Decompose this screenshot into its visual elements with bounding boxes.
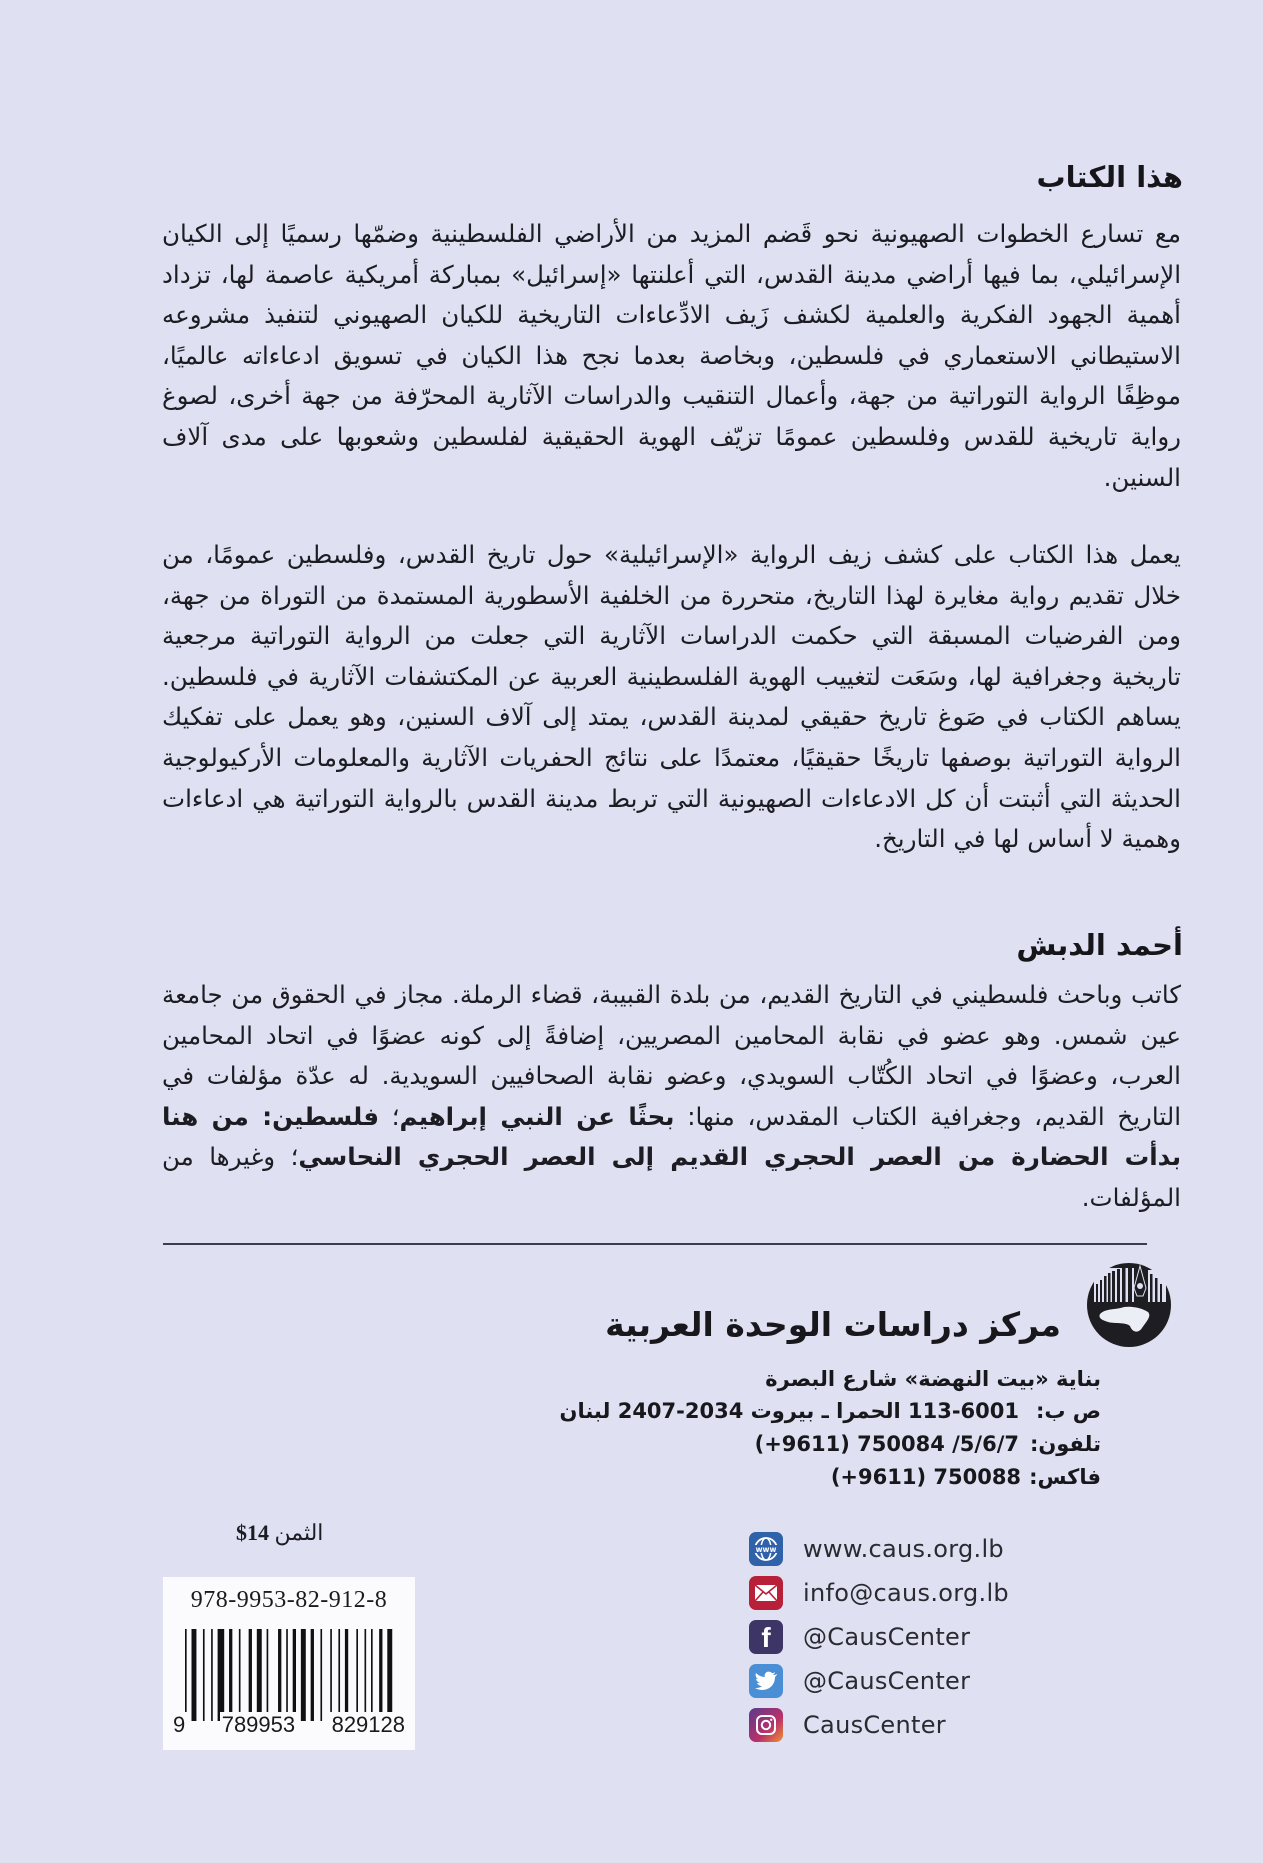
isbn-text: 978-9953-82-912-8 xyxy=(190,1587,388,1613)
price-label: الثمن xyxy=(274,1520,324,1545)
barcode-bar xyxy=(267,1629,269,1721)
contact-text[interactable]: CausCenter xyxy=(803,1711,946,1739)
barcode-bar xyxy=(257,1629,262,1721)
horizontal-divider xyxy=(163,1243,1147,1245)
instagram-icon xyxy=(749,1708,783,1742)
barcode-bar xyxy=(239,1629,241,1721)
contact-text[interactable]: @CausCenter xyxy=(803,1667,971,1695)
contact-email[interactable] xyxy=(749,1571,1009,1615)
barcode-bar xyxy=(278,1629,281,1721)
barcode-bar xyxy=(320,1629,322,1721)
isbn-barcode xyxy=(163,1577,415,1750)
twitter-icon xyxy=(749,1664,783,1698)
about-book-paragraph-1: مع تسارع الخطوات الصهيونية نحو قَضم المزيد من الأراضي الفلسطينية وضمّها رسميًا إلى الكيان الإسرائيلي، بما فيها أراضي مدينة القدس، التي أعلنتها «إسرائيل» بمباركة أمريكية عاصمة لها، تزداد أهمية الجهود الفكرية والعلمية لكشف زَيف الادِّعاءات التاريخية للكيان الصهيوني لتنفيذ مشروعه الاستيطاني الاستعماري في فلسطين، وبخاصة بعدما نجح هذا الكيان في تسويق ادعاءاته عالميًا، موظِفًا الرواية التوراتية من جهة، وأعمال التنقيب والدراسات الآثارية المحرّفة من جهة أخرى، لصوغ رواية تاريخية للقدس وفلسطين عمومًا تزيّف الهوية الحقيقية لفلسطين وشعوبها على مدى آلاف السنين. xyxy=(162,219,1181,492)
contact-instagram[interactable] xyxy=(749,1703,1009,1747)
isbn-digits xyxy=(171,1712,407,1738)
barcode-bar xyxy=(286,1629,288,1721)
barcode-bar xyxy=(379,1629,382,1721)
contact-facebook[interactable] xyxy=(749,1615,1009,1659)
author-bio-outro: ؛ وغيرها من المؤلفات. xyxy=(162,1142,1181,1212)
barcode-bar xyxy=(203,1629,205,1721)
barcode-bar xyxy=(249,1629,252,1721)
contact-list xyxy=(749,1527,1009,1747)
barcode-bar xyxy=(218,1629,225,1721)
author-bio-intro: كاتب وباحث فلسطيني في التاريخ القديم، من بلدة القبيبة، قضاء الرملة. مجاز في الحقوق من جامعة عين شمس. وهو عضو في نقابة المحامين المصريين، إضافةً إلى كونه عضوًا في اتحاد المحامين العرب، وعضوًا في اتحاد الكُتّاب السويدي، وعضو نقابة الصحافيين السويدية. له عدّة مؤلفات في التاريخ القديم، وجغرافية الكتاب المقدس، منها: xyxy=(162,980,1181,1131)
po-box-label: ص ب: xyxy=(1035,1399,1101,1423)
author-works-separator: ؛ xyxy=(378,1101,400,1131)
phone-label: تلفون: xyxy=(1029,1432,1101,1456)
publisher-name: مركز دراسات الوحدة العربية xyxy=(605,1305,1061,1344)
author-work-2: فلسطين: من هنا بدأت الحضارة من العصر الحجري القديم إلى العصر الحجري النحاسي xyxy=(162,1101,1182,1172)
barcode-bar xyxy=(338,1629,340,1721)
barcode-bar xyxy=(371,1629,373,1721)
price xyxy=(236,1520,323,1546)
publisher-phone xyxy=(755,1432,1101,1456)
publisher-fax xyxy=(831,1465,1101,1489)
isbn-group-right: 829128 xyxy=(331,1712,405,1737)
contact-text[interactable]: www.caus.org.lb xyxy=(803,1535,1004,1563)
price-value: $14 xyxy=(236,1520,269,1545)
caus-logo-icon xyxy=(1086,1262,1172,1348)
phone-value: (+9611) 750084 /5/6/7 xyxy=(754,1432,1019,1456)
globe-www-icon xyxy=(749,1532,783,1566)
publisher-address: بناية «بيت النهضة» شارع البصرة xyxy=(765,1367,1101,1391)
author-bio xyxy=(162,975,1181,1219)
author-name-heading: أحمد الدبش xyxy=(1016,928,1183,962)
isbn-digit-first: 9 xyxy=(173,1712,186,1737)
envelope-icon xyxy=(749,1576,783,1610)
barcode-bar xyxy=(356,1629,358,1721)
facebook-icon: f xyxy=(749,1620,783,1654)
fax-value: (+9611) 750088 xyxy=(830,1465,1022,1489)
publisher-po-box xyxy=(560,1399,1101,1423)
barcode-bar xyxy=(311,1629,314,1721)
about-book-paragraph-2: يعمل هذا الكتاب على كشف زيف الرواية «الإسرائيلية» حول تاريخ القدس، وفلسطين عمومًا، من خلال تقديم رواية مغايرة لهذا التاريخ، متحررة من الخلفية الأسطورية المستمدة من التوراة من جهة، ومن الفرضيات المسبقة التي حكمت الدراسات الآثارية التي جعلت من الرواية التوراتية مرجعية تاريخية وجغرافية لها، وسَعَت لتغييب الهوية الفلسطينية العربية عن المكتشفات الآثارية في فلسطين. يساهم الكتاب في صَوغ تاريخ حقيقي لمدينة القدس، يمتد إلى آلاف السنين، وهو يعمل على تفكيك الرواية التوراتية بوصفها تاريخًا حقيقيًا، معتمدًا على نتائج الحفريات الآثارية والمعلومات الأركيولوجية الحديثة التي أثبتت أن كل الادعاءات الصهيونية التي تربط مدينة القدس بالرواية التوراتية هي ادعاءات وهمية لا أساس لها في التاريخ. xyxy=(162,540,1181,854)
barcode-bar xyxy=(345,1629,348,1721)
barcode-bar xyxy=(192,1629,197,1721)
barcode-bar xyxy=(387,1629,392,1721)
barcode-bar xyxy=(330,1629,332,1721)
svg-text:www: www xyxy=(755,1545,777,1554)
barcode-bar xyxy=(301,1629,306,1721)
author-work-1: بحثًا عن النبي إبراهيم xyxy=(399,1101,675,1131)
barcode-bar xyxy=(229,1629,232,1721)
barcode-bar xyxy=(211,1629,213,1721)
barcode-bar xyxy=(365,1629,367,1721)
contact-website[interactable] xyxy=(749,1527,1009,1571)
contact-text[interactable]: info@caus.org.lb xyxy=(803,1579,1009,1607)
fax-label: فاكس: xyxy=(1029,1465,1101,1489)
po-box-value: 113-6001 الحمرا ـ بيروت 2034-2407 لبنان xyxy=(559,1399,1019,1423)
isbn-group-left: 789953 xyxy=(221,1712,296,1737)
contact-text[interactable]: @CausCenter xyxy=(803,1623,971,1651)
about-book-heading: هذا الكتاب xyxy=(1036,160,1183,194)
contact-twitter[interactable] xyxy=(749,1659,1009,1703)
